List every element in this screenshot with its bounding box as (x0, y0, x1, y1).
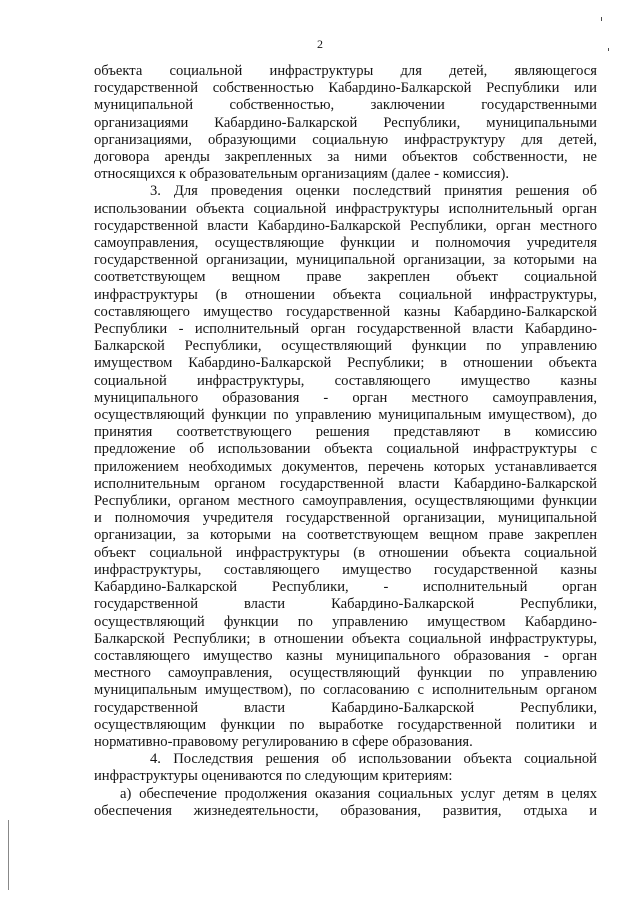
text-line: составляющего имущество казны муниципального образования - орган (94, 647, 597, 664)
text-line: государственной власти Кабардино-Балкарской Республики, орган местного (94, 217, 597, 234)
text-line: муниципальной собственностью, заключении государственными (94, 97, 597, 114)
text-line: муниципальным имуществом), по согласованию с исполнительным органом (94, 682, 597, 699)
document-body (94, 63, 597, 820)
text-line: предложение об использовании объекта социальной инфраструктуры с (94, 441, 597, 458)
text-line: осуществляющий функции по управлению имуществом Кабардино- (94, 613, 597, 630)
paragraph-continuation (94, 63, 597, 183)
text-line: осуществляющий функции по управлению муниципальным имуществом), до (94, 407, 597, 424)
text-line: организациями Кабардино-Балкарской Республики, муниципальными (94, 114, 597, 131)
text-line: договора аренды закрепленных за ними объектов собственности, не (94, 149, 597, 166)
text-line: инфраструктуры (в отношении объекта социальной инфраструктуры, (94, 286, 597, 303)
text-line: исполнительным органом государственной власти Кабардино-Балкарской (94, 475, 597, 492)
text-line: государственной собственностью Кабардино-Балкарской Республики или (94, 80, 597, 97)
scan-mark (601, 17, 602, 21)
paragraph-item-4a (94, 786, 597, 820)
text-line: 4. Последствия решения об использовании объекта социальной (150, 751, 597, 768)
paragraph-item-3 (94, 183, 597, 751)
text-line: Республики, органом местного самоуправления, осуществляющими функции (94, 493, 597, 510)
text-line: объекта социальной инфраструктуры для детей, являющегося (94, 63, 597, 79)
text-line: а) обеспечение продолжения оказания социальных услуг детям в целях (120, 785, 597, 802)
text-line: имуществом Кабардино-Балкарской Республики; в отношении объекта (94, 355, 597, 372)
page-number: 2 (317, 37, 323, 51)
text-line: соответствующем вещном праве закреплен объект социальной (94, 269, 597, 286)
text-line: Республики - исполнительный орган государственной власти Кабардино- (94, 321, 597, 338)
text-line: Балкарской Республики, осуществляющий функции по управлению (94, 338, 597, 355)
text-line: местного самоуправления, осуществляющий функции по управлению (94, 665, 597, 682)
text-line: самоуправления, осуществляющие функции и полномочия учредителя (94, 235, 597, 252)
text-line: государственной власти Кабардино-Балкарской Республики, (94, 596, 597, 613)
text-line: и полномочия учредителя государственной организации, муниципальной (94, 510, 597, 527)
text-line: 3. Для проведения оценки последствий принятия решения об (150, 183, 597, 200)
scan-edge-line (8, 820, 9, 890)
text-line: муниципального образования - орган местного самоуправления, (94, 389, 597, 406)
text-line: осуществляющим функции по выработке государственной политики и (94, 716, 597, 733)
text-line: инфраструктуры, составляющего имущество государственной казны (94, 561, 597, 578)
text-line: приложением необходимых документов, перечень которых устанавливается (94, 458, 597, 475)
text-line: организации, за которыми на соответствующем вещном праве закреплен (94, 527, 597, 544)
text-line: обеспечения жизнедеятельности, образования, развития, отдыха и (94, 802, 597, 819)
text-line: инфраструктуры оцениваются по следующим критериям: (94, 768, 453, 785)
text-line: использовании объекта социальной инфраструктуры исполнительный орган (94, 200, 597, 217)
text-line: относящихся к образовательным организациям (далее - комиссия). (94, 166, 510, 183)
text-line: принятия соответствующего решения представляют в комиссию (94, 424, 597, 441)
text-line: организациями, образующими социальную инфраструктуру для детей, (94, 131, 597, 148)
text-line: Балкарской Республики; в отношении объекта социальной инфраструктуры, (94, 630, 597, 647)
text-line: государственной организации, муниципальной организации, за которыми на (94, 252, 597, 269)
text-line: государственной власти Кабардино-Балкарской Республики, (94, 699, 597, 716)
text-line: Кабардино-Балкарской Республики, - исполнительный орган (94, 579, 597, 596)
text-line: составляющего имущество государственной казны Кабардино-Балкарской (94, 303, 597, 320)
text-line: нормативно-правовому регулированию в сфере образования. (94, 733, 473, 750)
text-line: объект социальной инфраструктуры (в отношении объекта социальной (94, 544, 597, 561)
paragraph-item-4 (94, 751, 597, 785)
text-line: социальной инфраструктуры, составляющего имущество казны (94, 372, 597, 389)
